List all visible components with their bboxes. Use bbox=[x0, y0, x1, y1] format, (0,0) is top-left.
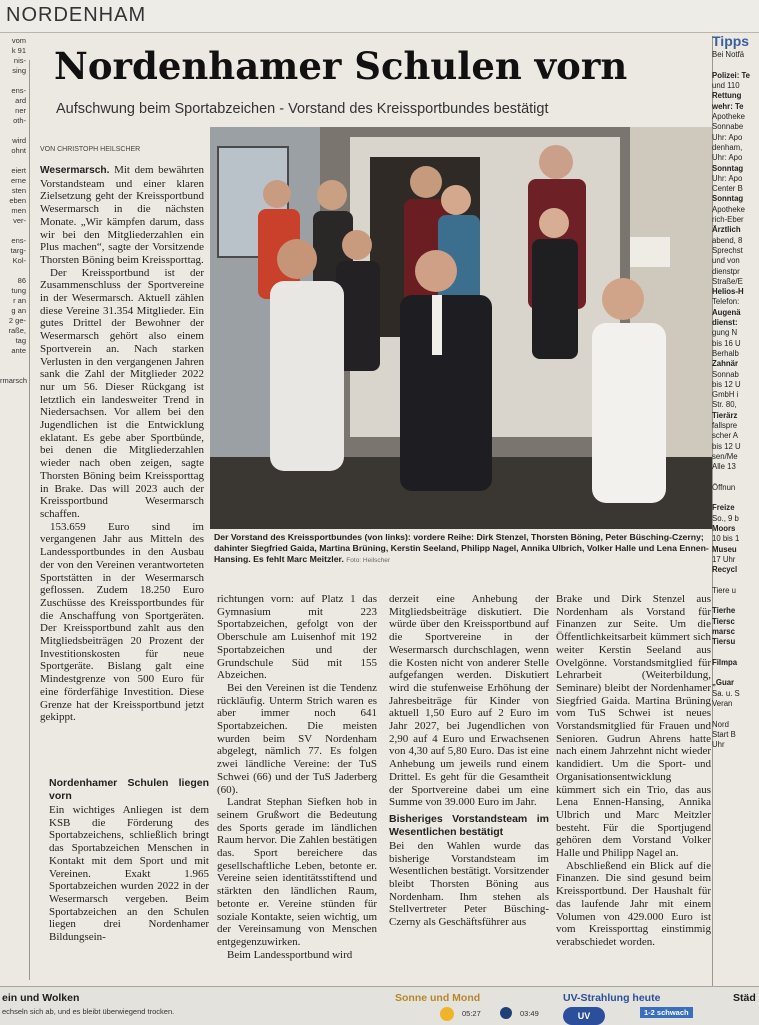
tipps-line: Start B bbox=[712, 729, 736, 739]
left-fragment-line bbox=[0, 446, 26, 456]
tipps-line: Sonnab bbox=[712, 369, 739, 379]
paragraph: richtungen vorn: auf Platz 1 das Gymnasium mit 223 Sportabzeichen, gefolgt von der Oberschule am Luisenhof mit 192 Sportabzeichen und der Grundschule Süd mit 155 Abzeichen. bbox=[217, 593, 377, 682]
left-fragment-line bbox=[0, 126, 26, 136]
tipps-line: Moors bbox=[712, 523, 736, 533]
left-fragment-line bbox=[0, 366, 26, 376]
tipps-line: Apotheke bbox=[712, 112, 745, 122]
tipps-line: Uhr: Apo bbox=[712, 153, 743, 163]
left-fragment-line: ante bbox=[11, 346, 26, 355]
left-fragment-line bbox=[0, 156, 26, 166]
tipps-line: Alle 13 bbox=[712, 462, 736, 472]
tipps-column bbox=[712, 33, 759, 986]
tipps-line: Filmpa bbox=[712, 657, 738, 667]
sun-moon-title: Sonne und Mond bbox=[395, 992, 481, 1004]
photo-illustration bbox=[210, 127, 712, 529]
left-fragment-line: eben bbox=[9, 196, 26, 205]
left-fragment-line bbox=[0, 466, 26, 476]
left-fragment-line bbox=[0, 546, 26, 556]
paragraph: Landrat Stephan Siefken hob in seinem Grußwort die Bedeutung des Sports gerade im ländlichen Raum hervor. Die Zahlen bestätigen das. Sport bereichere das gesellschaftliche Leben, betonte er. Vereine seien identitätsstiftend und stärkten den ländlichen Raum, betonte er. Vereine stünden für soziale Kontakte, seien wichtig, um der Vereinsamung von Menschen entgegenzuwirken. bbox=[217, 796, 377, 948]
tipps-line: bis 16 U bbox=[712, 338, 741, 348]
left-fragment-line: wird bbox=[12, 136, 26, 145]
paragraph: Bei den Wahlen wurde das bisherige Vorstandsteam im Wesentlichen bestätigt. Vorsitzender bleibt Thorsten Böning aus Nordenham. Ihm stehen als Stellvertreter Peter Büsching-Czerny als Geschäftsführer aus bbox=[389, 839, 549, 929]
uv-icon: UV bbox=[563, 1007, 605, 1025]
left-fragment-line: men bbox=[11, 206, 26, 215]
tipps-line: Berhalb bbox=[712, 348, 739, 358]
lead-paragraph: Wesermarsch. Mit dem bewährten Vorstandsteam und einer klaren Zielsetzung geht der Kreissportbund Wesermarsch in die nächsten Monate. „Wir kämpfen darum, dass wir bei den Mitgliederzahlen ein Plus machen“, sagte der Vorsitzende Thorsten Böning beim Kreissporttag. bbox=[40, 164, 204, 266]
left-fragment-line: ohnt bbox=[11, 146, 26, 155]
left-fragment-line bbox=[0, 76, 26, 86]
left-fragment-line: rmarsch bbox=[0, 376, 28, 385]
section-title: NORDENHAM bbox=[6, 4, 147, 26]
weather-bar bbox=[0, 986, 759, 1025]
sunrise-time: 05:27 bbox=[462, 1009, 481, 1018]
paragraph: Brake und Dirk Stenzel aus Nordenham als Vorstand für Finanzen zur Seite. Um die Öffentlichkeitsarbeit kümmert sich weiter Kerstin Seeland aus Ovelgönne. Vorstandsmitglied für Lehrarbeit (Weiterbildung, Seminare) bleibt der Nordenhamer Siegfried Gaida. Martina Brüning vom TuS Schwei ist neues Vorstandsmitglied für Frauen und Senioren. Gudrun Ahrens hatte nach einem Jahrzehnt nicht wieder kandidiert. Um die Sport- und Organisationsentwicklung kümmert sich ein Trio, das aus Lena Ennen-Hansing, Annika Ulbrich und Marc Meitzler besteht. Für die Sportjugend gehören dem Vorstand Volker Halle und Philipp Nagel an. bbox=[556, 593, 711, 860]
tipps-line bbox=[712, 596, 759, 606]
left-fragment-line: Kol- bbox=[12, 256, 26, 265]
left-fragment-line bbox=[0, 496, 26, 506]
left-fragment-line bbox=[0, 226, 26, 236]
uv-level: 1-2 schwach bbox=[640, 1007, 693, 1018]
tipps-line: Rettung bbox=[712, 91, 742, 101]
tipps-line: 10 bis 1 bbox=[712, 534, 740, 544]
article-column-1 bbox=[40, 164, 204, 724]
left-fragment-line bbox=[0, 476, 26, 486]
sun-icon bbox=[440, 1007, 454, 1021]
tipps-line: So., 9 b bbox=[712, 513, 739, 523]
tipps-line: sen/Me bbox=[712, 451, 738, 461]
photo-credit: Foto: Heilscher bbox=[346, 557, 391, 564]
tipps-line: Sprechst bbox=[712, 245, 743, 255]
tipps-line: Telefon: bbox=[712, 297, 740, 307]
left-fragment-line: ner bbox=[15, 106, 26, 115]
left-fragment-line bbox=[0, 436, 26, 446]
tipps-line: Veran bbox=[712, 699, 733, 708]
left-fragment-line: ver- bbox=[13, 216, 26, 225]
tipps-line: denham, bbox=[712, 142, 743, 152]
weather-title: ein und Wolken bbox=[2, 992, 80, 1004]
article-column-1-lower bbox=[49, 589, 209, 965]
left-fragment-line: vom bbox=[11, 36, 26, 45]
left-fragment-line bbox=[0, 266, 26, 276]
tipps-line bbox=[712, 575, 759, 585]
left-fragment-line bbox=[0, 406, 26, 416]
article-column-4 bbox=[556, 593, 711, 961]
paragraph: Bei den Vereinen ist die Tendenz rückläufig. Unterm Strich waren es aber immer noch 641 Sportabzeichen. Die meisten wurden beim SV Nordenham abgelegt, nämlich 77. Es folgen zwei ländliche Vereine: der TuS Schwei (66) und der TuS Jaderberg (60). bbox=[217, 681, 377, 796]
tipps-line: Sonntag bbox=[712, 194, 744, 204]
tipps-line: „Guar bbox=[712, 678, 735, 688]
tipps-line: Recycl bbox=[712, 565, 738, 575]
author-line: VON CHRISTOPH HEILSCHER bbox=[40, 146, 141, 153]
tipps-line: Tierärz bbox=[712, 410, 738, 420]
tipps-line: Ärztlich bbox=[712, 225, 741, 235]
left-fragment-line bbox=[0, 456, 26, 466]
dateline: Wesermarsch. bbox=[40, 165, 110, 176]
paragraph: Beim Landessportbund wird bbox=[227, 948, 353, 961]
article-column-3 bbox=[389, 593, 549, 961]
left-fragment-line: sing bbox=[12, 66, 26, 75]
left-fragment-line: ard bbox=[15, 96, 26, 105]
tipps-line: 17 Uhr bbox=[712, 554, 736, 564]
tipps-line: Sonntag bbox=[712, 163, 744, 173]
left-fragment-line: tag bbox=[15, 336, 26, 345]
left-fragment-line bbox=[0, 396, 26, 406]
left-fragment-line: nis- bbox=[13, 56, 26, 65]
tipps-line: Str. 80, bbox=[712, 400, 737, 410]
group-photo bbox=[210, 127, 712, 529]
tipps-line: marsc bbox=[712, 626, 735, 636]
tipps-line: dienstpr bbox=[712, 266, 740, 276]
left-fragment-line: targ- bbox=[10, 246, 26, 255]
tipps-line: Augenä bbox=[712, 307, 741, 317]
left-fragment-line bbox=[0, 486, 26, 496]
tipps-line: und 110 bbox=[712, 81, 740, 91]
subheadline: Aufschwung beim Sportabzeichen - Vorstand des Kreissportbundes bestätigt bbox=[56, 101, 549, 117]
left-fragment-line: tung bbox=[11, 286, 26, 295]
tipps-line bbox=[712, 493, 759, 503]
tipps-line: Museu bbox=[712, 544, 737, 554]
tipps-line: Zahnär bbox=[712, 359, 738, 369]
left-fragment-line: oth- bbox=[13, 116, 26, 125]
tipps-line: Freize bbox=[712, 503, 735, 513]
cities-title: Städ bbox=[733, 992, 756, 1004]
tipps-line: Tiersc bbox=[712, 616, 735, 626]
subheading: Bisheriges Vorstandsteam im Wesentlichen bestätigt bbox=[389, 812, 549, 838]
tipps-line: scher A bbox=[712, 431, 739, 441]
tipps-line: Helios-H bbox=[712, 287, 744, 297]
paragraph: 153.659 Euro sind im vergangenen Jahr aus Mitteln des Landessportbundes in den Ausbau der von den Vereinen verantworteten Sportstätten in der Wesermarsch geflossen. Zudem 18.250 Euro Zuschüsse des Kreissportbundes für die Anschaffung von Sportgeräten. Der Kreissportbund zahlt aus den Mitgliedsbeiträgen 20 Prozent der Investitionskosten für neue Sportgeräte. Bislang galt eine Mindestgrenze von 500 Euro für eine förderfähige Investition. Diese Grenze hat der Kreissportbund jetzt gekippt. bbox=[40, 520, 204, 724]
left-fragment-line: raße, bbox=[8, 326, 26, 335]
left-fragment-line bbox=[0, 416, 26, 426]
left-fragment-line bbox=[0, 386, 26, 396]
left-fragment-line: eiert bbox=[11, 166, 26, 175]
tipps-line: Uhr: Apo bbox=[712, 132, 743, 142]
tipps-line: bis 12 U bbox=[712, 379, 741, 389]
left-fragment-line: sten bbox=[11, 186, 26, 195]
tipps-line: Polizei: Te bbox=[712, 70, 750, 80]
tipps-line: Öffnun bbox=[712, 482, 736, 492]
tipps-line: rich-Eber bbox=[712, 215, 744, 225]
tipps-line: Center B bbox=[712, 184, 743, 194]
tipps-line: Nord bbox=[712, 719, 729, 729]
photo-caption: Der Vorstand des Kreissportbundes (von links): vordere Reihe: Dirk Stenzel, Thorsten Böning, Peter Büsching-Czerny; dahinter Siegfried Gaida, Martina Brüning, Kerstin Seeland, Philipp Nagel, Annika Ulbrich, Volker Halle und Lena Ennen-Hansing. Es fehlt Marc Meitzler. Foto: Heilscher bbox=[214, 532, 709, 564]
left-fragment-line: ens- bbox=[11, 86, 26, 95]
left-fragment-line bbox=[0, 526, 26, 536]
tipps-line: dienst: bbox=[712, 318, 738, 328]
tipps-line: bis 12 U bbox=[712, 441, 741, 451]
article-column-2 bbox=[217, 593, 377, 961]
subheading: Nordenhamer Schulen liegen vorn bbox=[49, 777, 209, 802]
tipps-line: fallspre bbox=[712, 420, 738, 430]
left-fragment-line bbox=[0, 516, 26, 526]
left-fragment-line: g an bbox=[11, 306, 26, 315]
paragraph: Ein wichtiges Anliegen ist dem KSB die Förderung des Sportabzeichens, schließlich bringt das Sportabzeichen Menschen in Kontakt mit dem Sport und mit Vereinen. Exakt 1.965 Sportabzeichen wurden 2022 in der Wesermarsch vergeben. Beim Sportabzeichen an den Schulen liegen drei Nordenhamer Bildungsein- bbox=[49, 804, 209, 944]
tipps-line: wehr: Te bbox=[712, 101, 744, 111]
tipps-line: GmbH i bbox=[712, 390, 739, 400]
tipps-line: abend, 8 bbox=[712, 235, 743, 245]
left-fragment-line bbox=[0, 536, 26, 546]
left-fragment-line: k 91 bbox=[11, 46, 26, 55]
tipps-line bbox=[712, 472, 759, 482]
tipps-line: gung N bbox=[712, 328, 738, 338]
paragraph: derzeit eine Anhebung der Mitgliedsbeiträge diskutiert. Die würde über den Kreissportbund auf die Sportvereine in der Wesermarsch durchschlagen, wenn die Kosten nicht von anderer Stelle aufgefangen werden. Diskutiert wird die stufenweise Erhöhung der Jahresbeiträge für Kinder von aktuell 1,50 Euro auf 2 Euro im Jahr 2027, bei Jugendlichen von 2,90 auf 4 Euro und Erwachsenen von 4,30 auf 5,80 Euro. Das ist eine Anhebung um jeweils rund einem Drittel. Es geht für die Gesamtheit der Sportvereine dabei um eine Summe von 39.000 Euro im Jahr. bbox=[389, 593, 549, 809]
left-fragment-line: erne bbox=[10, 176, 26, 185]
tipps-line: Straße/E bbox=[712, 276, 743, 286]
tipps-line bbox=[712, 61, 759, 71]
tipps-line: Apotheke bbox=[712, 204, 745, 214]
moonrise-time: 03:49 bbox=[520, 1009, 539, 1018]
moon-icon bbox=[500, 1007, 512, 1019]
left-column-fragment bbox=[0, 36, 26, 976]
left-fragment-line: 86 bbox=[17, 276, 26, 285]
tipps-line: Tiersu bbox=[712, 637, 736, 647]
paragraph: Abschließend ein Blick auf die Finanzen. Die sind gesund beim Kreissportbund. Der Haushalt für das laufende Jahr mit einem Volumen von 429.000 Euro ist vom Kreissporttag einstimmig verabschiedet worden. bbox=[556, 859, 711, 948]
tipps-line: Bei Notfä bbox=[712, 50, 745, 60]
tipps-line: Tiere u bbox=[712, 585, 736, 595]
tipps-line: und von bbox=[712, 256, 740, 266]
left-fragment-line bbox=[0, 556, 26, 566]
column-rule bbox=[29, 60, 30, 980]
tipps-line bbox=[712, 668, 759, 678]
headline: Nordenhamer Schulen vorn bbox=[54, 44, 628, 88]
paragraph: Der Kreissportbund ist der Zusammenschluss der Sportvereine in der Wesermarsch. Aktuell zählen diese Vereine 31.354 Mitglieder. Ein gutes Drittel der Bewohner der Wesermarsch gehört also einem Sportverein an. Nach starken Verlusten in den vergangenen Jahren sank die Zahl der Mitglieder 2022 nur um 56. Dieser Rückgang ist letztlich ein landesweiter Trend in Niedersachsen. Vor allem bei den Jugendlichen ist die Entwicklung eklatant. Es gebe aber Sportbünde, bei denen die Mitgliederzahlen wieder nach oben zeigen, sagte Thorsten Böning beim Kreissporttag in Brake. Das will 2023 auch der Kreissportbund Wesermarsch schaffen. bbox=[40, 266, 204, 520]
tipps-line: Tierhe bbox=[712, 606, 736, 616]
left-fragment-line bbox=[0, 506, 26, 516]
left-fragment-line bbox=[0, 356, 26, 366]
tipps-line: Uhr bbox=[712, 740, 725, 750]
weather-text: echseln sich ab, und es bleibt überwiegend trocken. bbox=[2, 1007, 175, 1016]
tipps-line: Uhr: Apo bbox=[712, 173, 743, 183]
left-fragment-line bbox=[0, 426, 26, 436]
uv-title: UV-Strahlung heute bbox=[563, 992, 661, 1004]
tipps-title: Tipps bbox=[712, 33, 750, 49]
left-fragment-line: r an bbox=[13, 296, 26, 305]
tipps-line: Sa. u. S bbox=[712, 688, 740, 698]
tipps-line bbox=[712, 648, 759, 658]
left-fragment-line: 2 ge- bbox=[8, 316, 26, 325]
tipps-line bbox=[712, 709, 759, 719]
left-fragment-line: ens- bbox=[11, 236, 26, 245]
tipps-line: Sonnabe bbox=[712, 122, 744, 132]
